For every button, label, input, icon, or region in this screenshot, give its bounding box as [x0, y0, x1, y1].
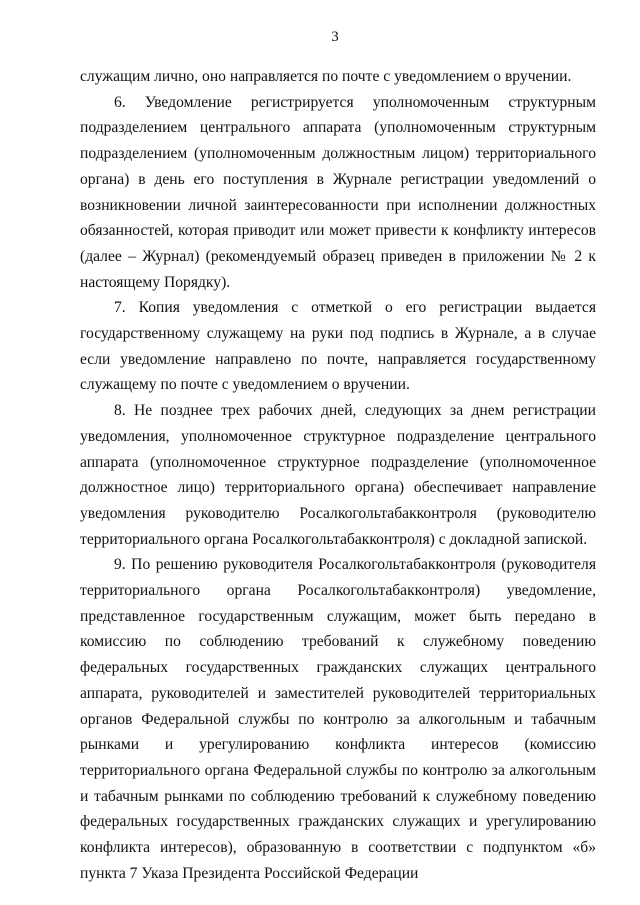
- paragraph-7: 7. Копия уведомления с отметкой о его регистрации выдается государственному служащему на руки под подпись в Журнале, а в случае если уведомление направлено по почте, направляется государственному служащему по почте с уведомлением о вручении.: [80, 299, 596, 394]
- page-number: 3: [331, 29, 339, 45]
- paragraph-6: 6. Уведомление регистрируется уполномоченным структурным подразделением центрального аппарата (уполномоченным структурным подразделением (уполномоченным должностным лицом) территориального органа) в день его поступления в Журнале регистрации уведомлений о возникновении личной заинтересованности при исполнении должностных обязанностей, которая приводит или может привести к конфликту интересов (далее – Журнал) (рекомендуемый образец приведен в приложении № 2 к настоящему Порядку).: [80, 93, 596, 291]
- paragraph-8: 8. Не позднее трех рабочих дней, следующих за днем регистрации уведомления, уполномоченное структурное подразделение центрального аппарата (уполномоченное структурное подразделение (уполномоченное должностное лицо) территориального органа) обеспечивает направление уведомления руководителю Росалкогольтабакконтроля (руководителю территориального органа Росалкогольтабакконтроля) с докладной запиской.: [80, 402, 596, 548]
- paragraph-9: 9. По решению руководителя Росалкогольтабакконтроля (руководителя территориального органа Росалкогольтабакконтроля) уведомление, представленное государственным служащим, может быть передано в комиссию по соблюдению требований к служебному поведению федеральных государственных гражданских служащих центрального аппарата, руководителей и заместителей руководителей территориальных органов Федеральной службы по контролю за алкогольным и табачным рынками и урегулированию конфликта интересов (комиссию территориального органа Федеральной службы по контролю за алкогольным и табачным рынками по соблюдению требований к служебному поведению федеральных государственных гражданских служащих и урегулированию конфликта интересов), образованную в соответствии с подпунктом «б» пункта 7 Указа Президента Российской Федерации: [80, 556, 596, 882]
- paragraph-continuation: служащим лично, оно направляется по почте с уведомлением о вручении.: [80, 68, 572, 85]
